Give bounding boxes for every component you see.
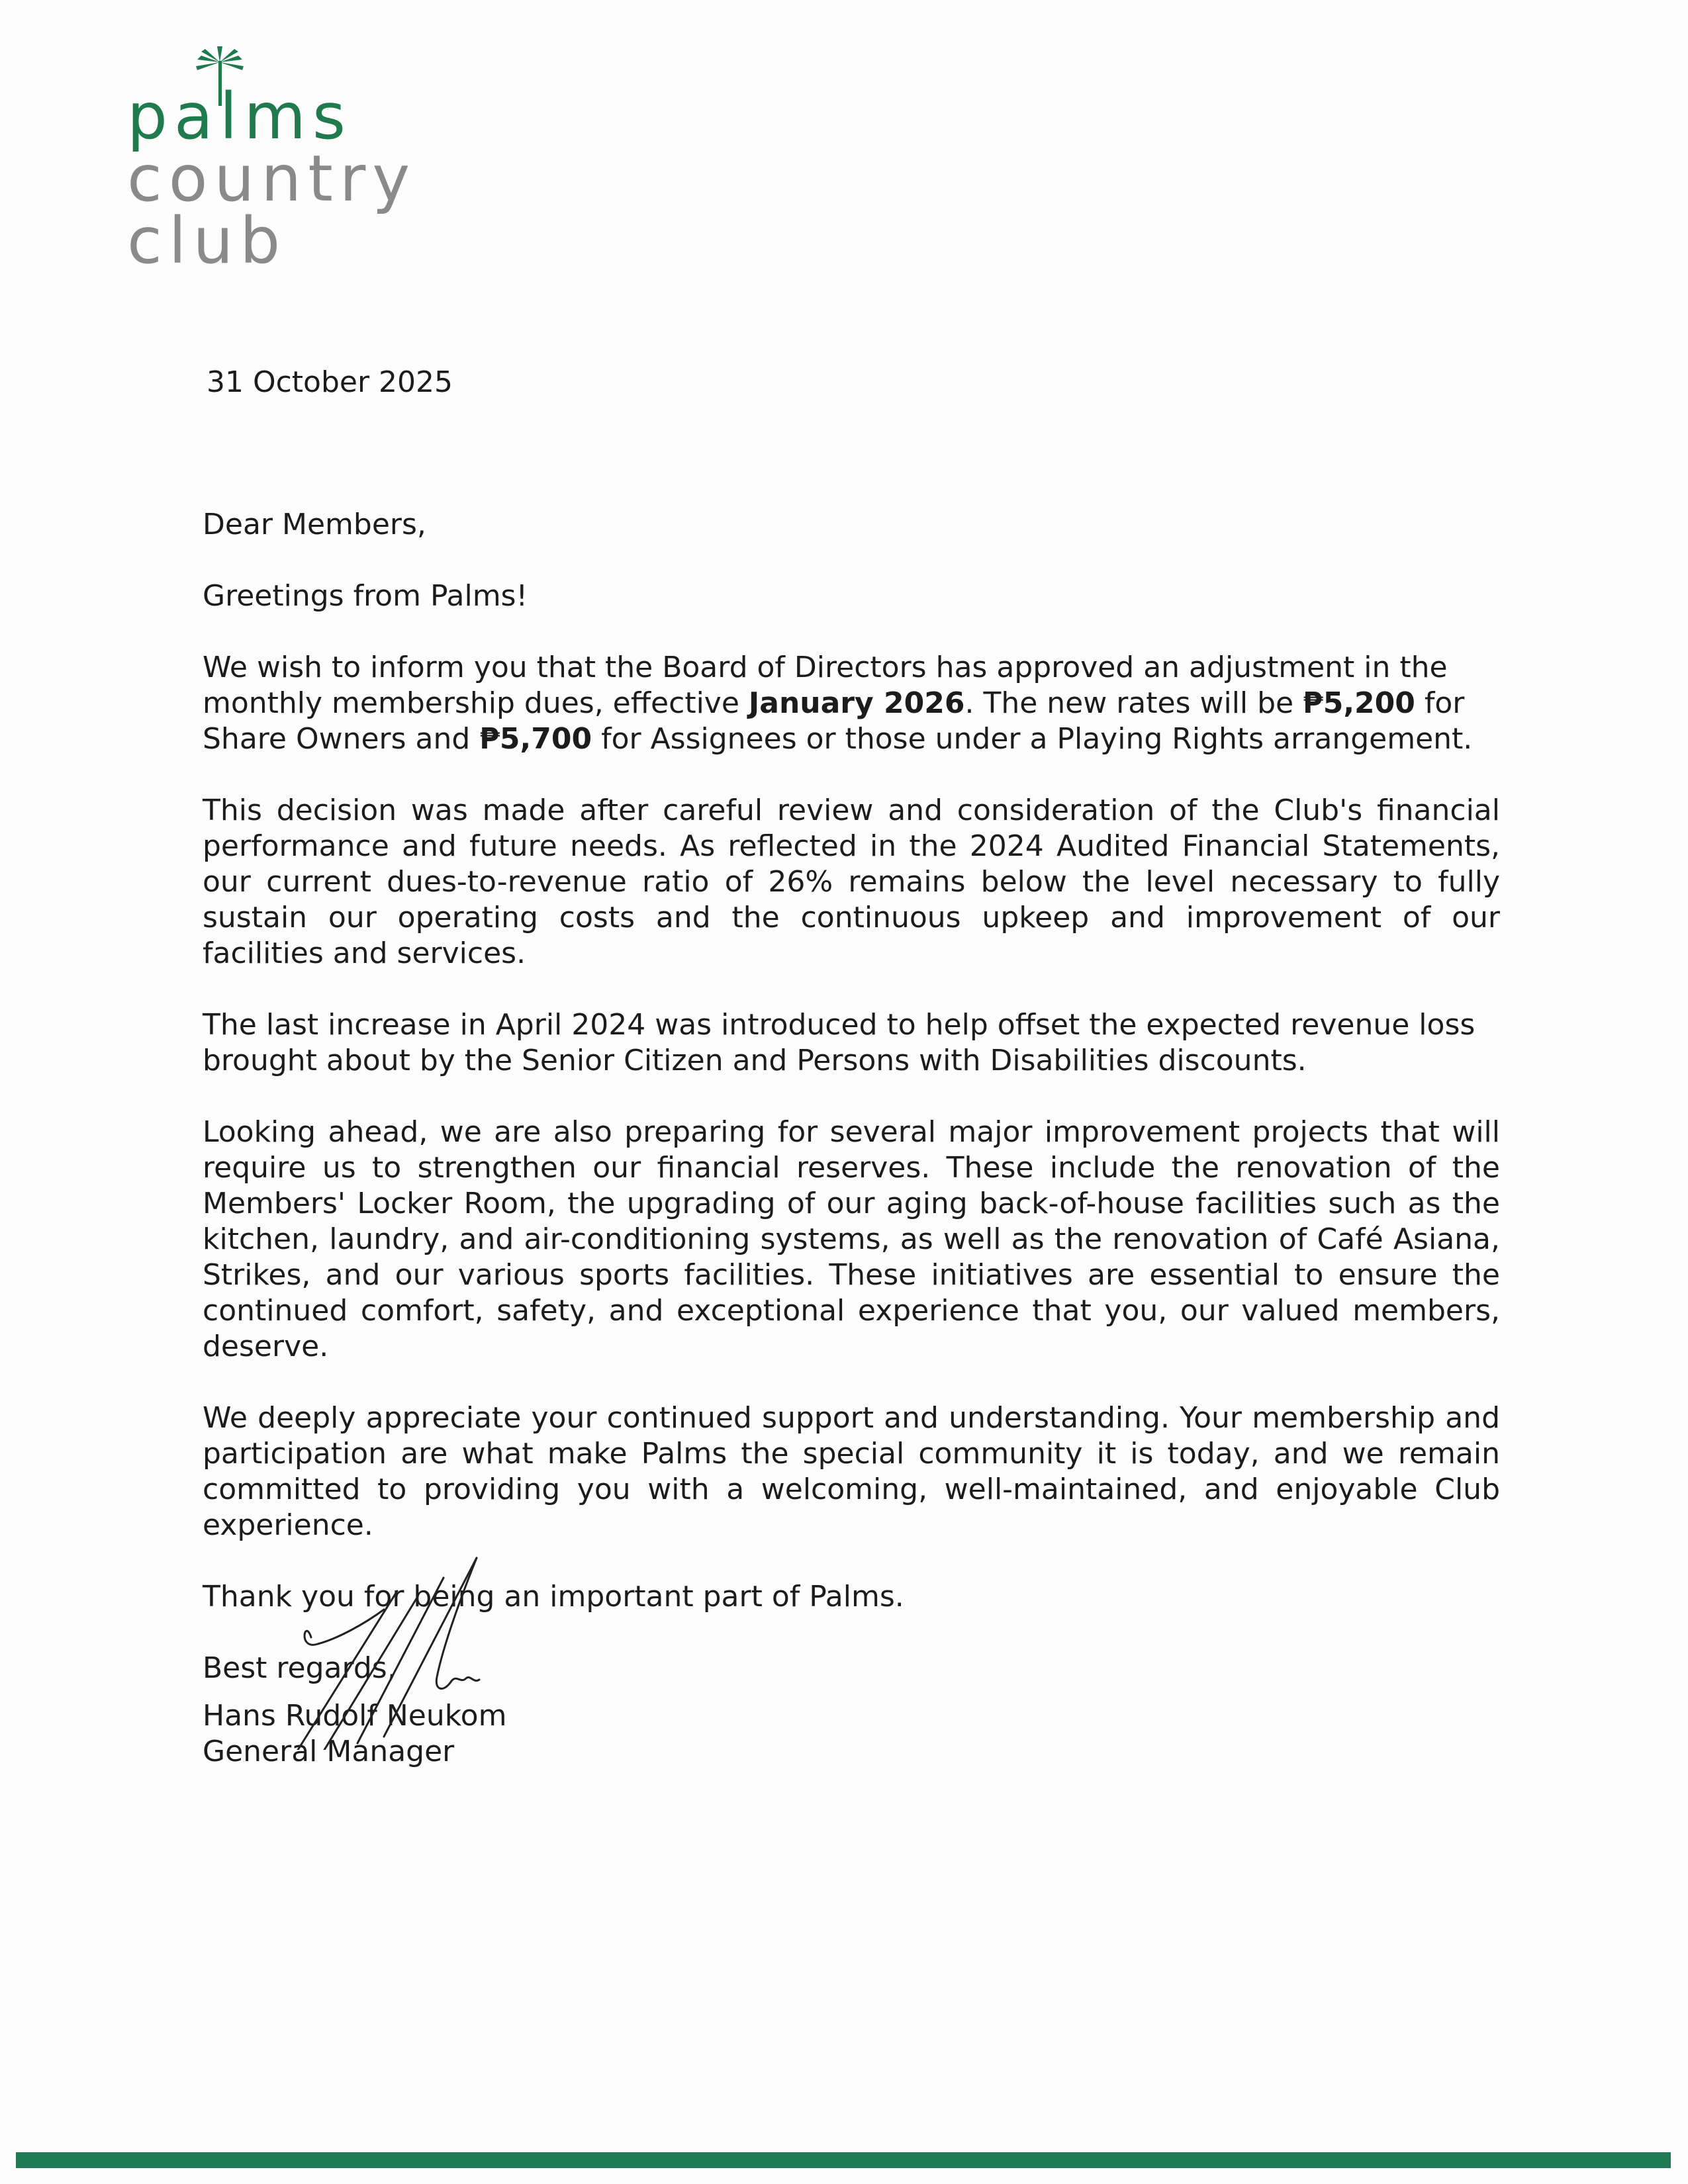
signature-block (199, 1551, 596, 1776)
paragraph-last-increase: The last increase in April 2024 was introduced to help offset the expected revenue loss brought about by the Senior Citizen and Persons with Disabilities discounts. (203, 1008, 1476, 1077)
assignee-rate: ₱5,700 (479, 722, 592, 756)
logo-text-club: club (127, 204, 287, 278)
signatory-name: Hans Rudolf Neukom (203, 1699, 507, 1733)
paragraph-improvement-projects: Looking ahead, we are also preparing for several major improvement projects that will require us to strengthen our financial reserves. These include the renovation of the Members' Locker Room, the upgrading of our aging back-of-house facilities such as the kitchen, laundry, and air-conditioning systems, as well as the renovation of Café Asiana, Strikes, and our various sports facilities. These initiatives are essential to ensure the continued comfort, safety, and exceptional experience that you, our valued members, deserve. (203, 1115, 1500, 1363)
logo-text-country: country (127, 142, 417, 216)
signatory-title: General Manager (203, 1735, 455, 1768)
p1-text-g: for Assignees or those under a Playing Rights arrangement. (592, 722, 1473, 756)
p1-text-a: We wish to inform you that the Board of Directors has approved an adjustment in the monthly membership dues, effective (203, 651, 1448, 720)
share-owner-rate: ₱5,200 (1303, 686, 1415, 720)
paragraph-appreciation: We deeply appreciate your continued support and understanding. Your membership and participation are what make Palms the special community it is today, and we remain committed to providing you with a welcoming, well-maintained, and enjoyable Club experience. (203, 1401, 1500, 1542)
club-logo (127, 46, 432, 278)
letter-date: 31 October 2025 (207, 365, 453, 399)
letter-body (203, 507, 1500, 1722)
footer-bar (16, 2152, 1671, 2168)
handwritten-signature (278, 1551, 556, 1750)
p1-text-e: for Share Owners and (203, 686, 1465, 756)
effective-date: January 2026 (748, 686, 965, 720)
greeting: Greetings from Palms! (203, 579, 528, 613)
closing: Best regards, (203, 1651, 397, 1685)
paragraph-thanks: Thank you for being an important part of Palms. (203, 1580, 904, 1614)
p1-text-c: . The new rates will be (964, 686, 1303, 720)
logo-text-palms: palms (127, 79, 352, 154)
paragraph-dues-adjustment (203, 650, 1500, 757)
paragraph-decision-rationale: This decision was made after careful review and consideration of the Club's financial performance and future needs. As reflected in the 2024 Audited Financial Statements, our current dues-to-revenue ratio of 26% remains below the level necessary to fully sustain our operating costs and the continuous upkeep and improvement of our facilities and services. (203, 794, 1500, 970)
salutation: Dear Members, (203, 508, 426, 541)
